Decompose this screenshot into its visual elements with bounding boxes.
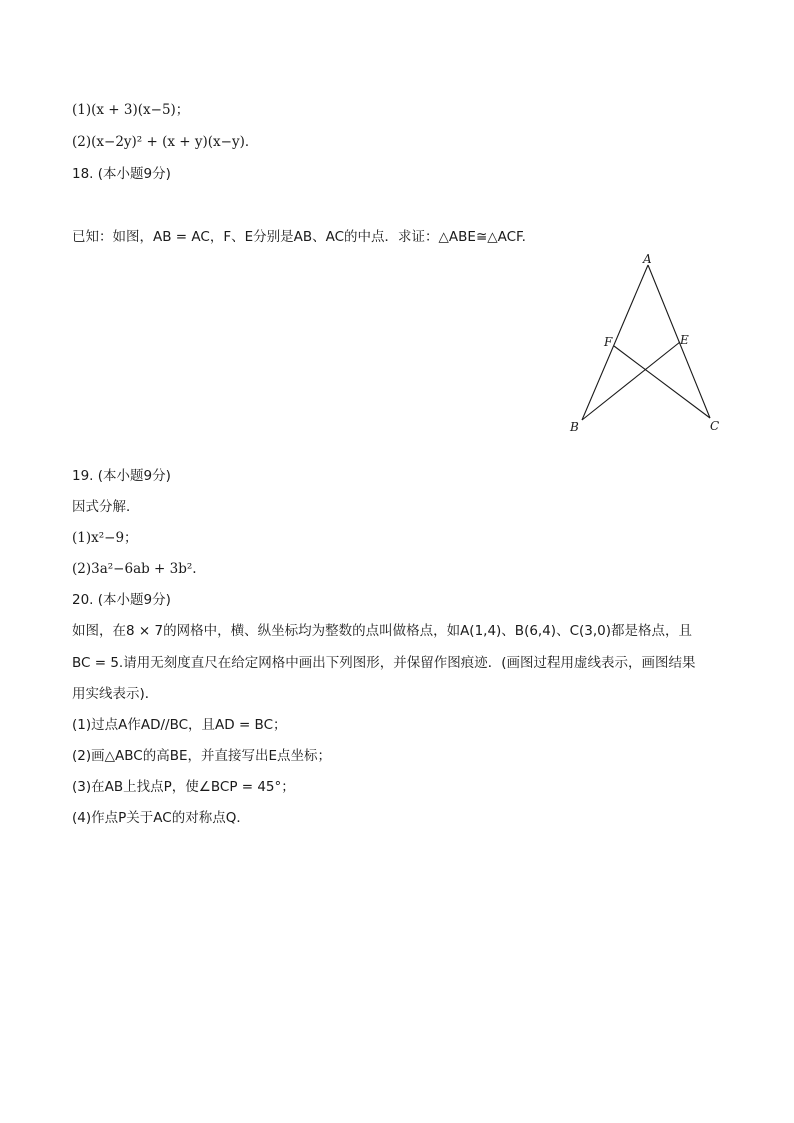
q20-part-3: (3)在AB上找点P，使∠BCP = 45°；: [72, 779, 295, 795]
label-A: A: [643, 252, 652, 266]
triangle-figure: [560, 250, 730, 440]
q20-stem-line-1: 如图，在8 × 7的网格中，横、纵坐标均为整数的点叫做格点，如A(1,4)、B(6,4)、C(3,0)都是格点，且: [72, 623, 693, 639]
q19-stem: 因式分解．: [72, 499, 140, 515]
q20-part-4: (4)作点P关于AC的对称点Q．: [72, 810, 250, 826]
q20-header: 20. (本小题9分): [72, 592, 171, 608]
q20-stem-line-3: 用实线表示)．: [72, 686, 159, 702]
q20-part-2: (2)画△ABC的高BE，并直接写出E点坐标；: [72, 748, 332, 764]
segment-BE: [582, 342, 680, 420]
q20-stem-line-2: BC = 5.请用无刻度直尺在给定网格中画出下列图形，并保留作图痕迹．(画图过程用虚线表示，画图结果: [72, 655, 696, 671]
q19-part-2: (2)3a²−6ab + 3b².: [72, 561, 197, 577]
q20-part-1: (1)过点A作AD//BC，且AD = BC；: [72, 717, 287, 733]
q18-header: 18. (本小题9分): [72, 166, 171, 182]
label-C: C: [710, 419, 720, 433]
segment-AB: [582, 265, 648, 420]
q17-part-1: (1)(x + 3)(x−5)；: [72, 102, 190, 118]
q19-header: 19. (本小题9分): [72, 468, 171, 484]
q18-stem: 已知：如图，AB = AC，F、E分别是AB、AC的中点．求证：△ABE≅△ACF.: [72, 229, 526, 245]
label-E: E: [680, 333, 689, 347]
q17-part-2: (2)(x−2y)² + (x + y)(x−y)．: [72, 134, 259, 150]
label-F: F: [604, 335, 613, 349]
label-B: B: [570, 420, 579, 434]
q19-part-1: (1)x²−9；: [72, 530, 138, 546]
